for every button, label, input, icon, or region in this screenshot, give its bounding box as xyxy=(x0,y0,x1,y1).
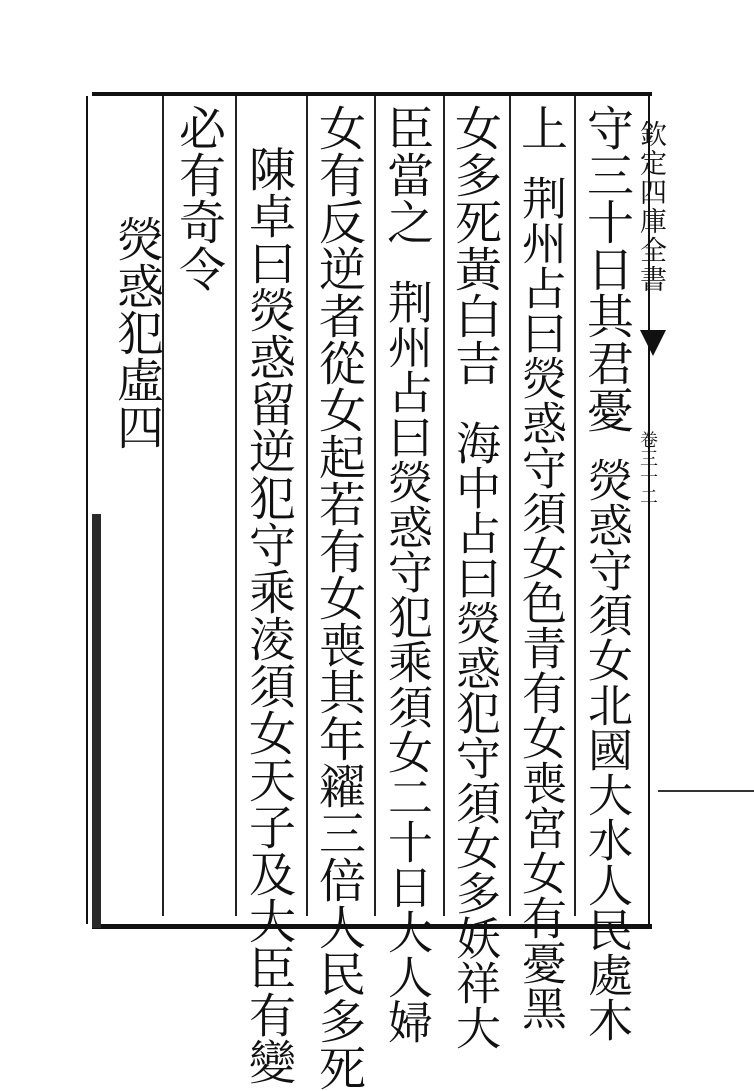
annotation-text: 海中占曰熒惑犯守須女多妖祥大 xyxy=(448,420,501,1050)
main-text: 臣當之 xyxy=(379,104,434,245)
text-column-1 xyxy=(580,104,632,1042)
annotation-text: 荆州占曰熒惑守犯乘須女二十日大人婦 xyxy=(380,279,433,1044)
main-text: 女有反逆者從女起若有女喪其年糴三倍人民多死 xyxy=(311,104,366,1091)
column-divider xyxy=(443,96,445,916)
main-text: 女多死黃白吉 xyxy=(447,104,502,386)
column-divider xyxy=(306,96,308,916)
juan-number: 卷三十二 xyxy=(637,430,658,506)
column-divider xyxy=(509,96,511,916)
text-column-5 xyxy=(312,104,364,1091)
text-column-3 xyxy=(448,104,500,1050)
main-text: 守三十日其君憂 xyxy=(579,104,634,433)
margin-rule xyxy=(658,790,754,792)
main-text: 必有奇令 xyxy=(171,104,226,292)
binding-shadow xyxy=(92,514,101,928)
main-text: 陳卓曰熒惑留逆犯守乘淩須女天子及大臣有變 xyxy=(241,145,296,1085)
collection-title: 欽定四庫全書 xyxy=(635,120,666,294)
main-text: 上 xyxy=(513,104,568,151)
fishtail-mark-icon xyxy=(640,330,666,356)
section-heading: 熒惑犯虛四 xyxy=(109,215,164,450)
annotation-text: 熒惑守須女北國大水人民處木 xyxy=(580,457,633,1042)
column-divider xyxy=(374,96,376,916)
text-column-2 xyxy=(514,104,566,1030)
column-divider xyxy=(574,96,576,916)
text-column-4 xyxy=(380,104,432,1044)
annotation-text: 荆州占曰熒惑守須女色青有女喪宮女有憂黑 xyxy=(514,175,567,1030)
column-divider xyxy=(235,96,237,916)
text-column-6 xyxy=(242,145,294,1085)
text-column-7 xyxy=(172,104,224,292)
